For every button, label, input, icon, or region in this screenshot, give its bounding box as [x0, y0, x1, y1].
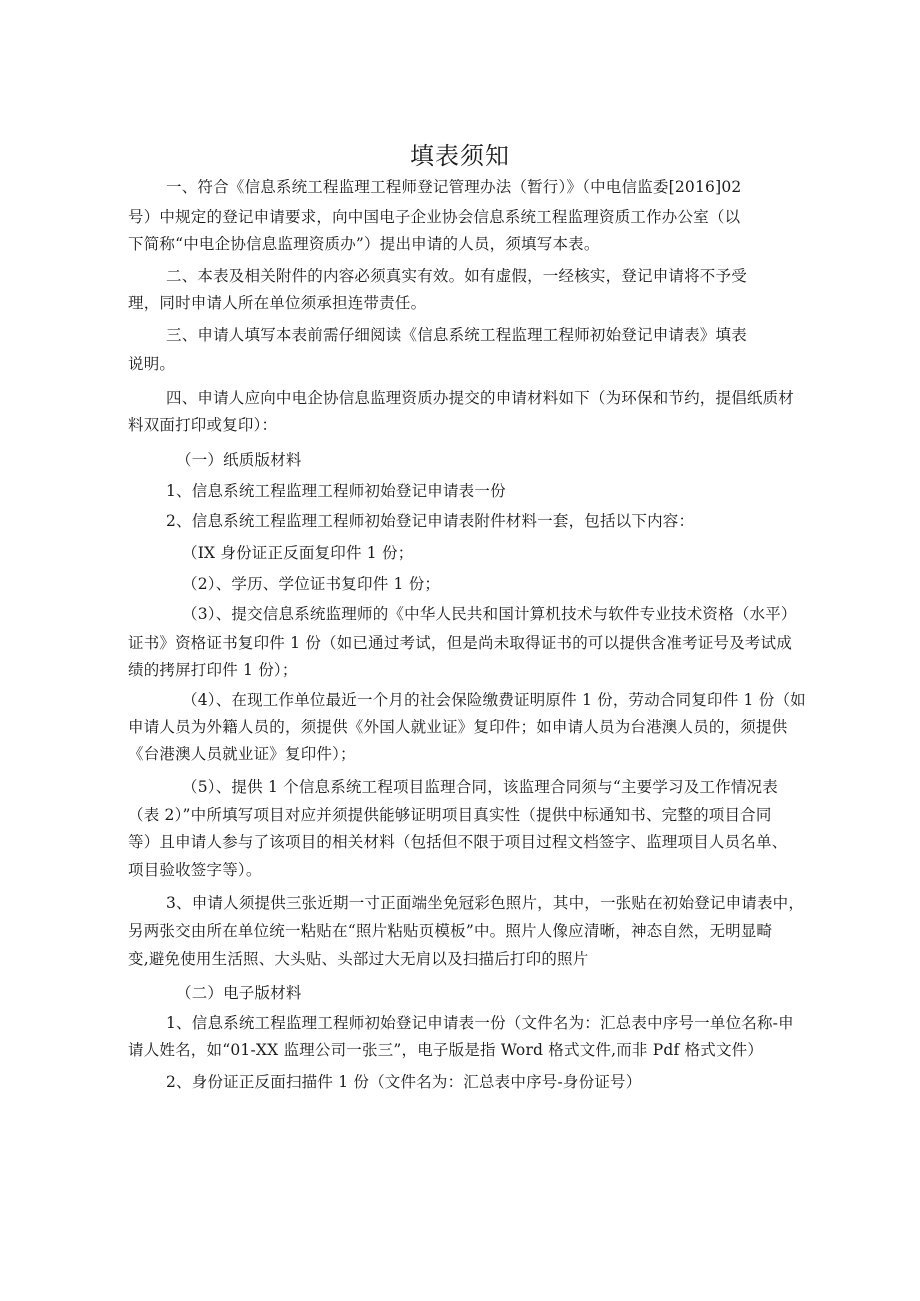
paper-item-3-line-2: 另两张交由所在单位统一粘贴在“照片粘贴页模板”中。照片人像应清晰，神态自然，无明显畸	[128, 922, 773, 940]
paper-item-3-line-1: 3、申请人须提供三张近期一寸正面端坐免冠彩色照片，其中，一张贴在初始登记申请表中，	[166, 894, 805, 912]
sub-item-4-line-2: 申请人员为外籍人员的，须提供《外国人就业证》复印件；如申请人员为台港澳人员的，须提供	[128, 718, 788, 736]
sub-item-3-line-3: 绩的拷屏打印件 1 份）；	[128, 661, 298, 679]
sub-item-1: （IX 身份证正反面复印件 1 份；	[182, 544, 414, 562]
para-1-line-3: 下简称“中电企协信息监理资质办”）提出申请的人员，须填写本表。	[128, 235, 600, 253]
paper-item-1: 1、信息系统工程监理工程师初始登记申请表一份	[166, 482, 506, 500]
sub-item-5-line-2: （表 2）”中所填写项目对应并须提供能够证明项目真实性（提供中标通知书、完整的项目合同	[128, 806, 772, 824]
section-electronic-heading: （二）电子版材料	[176, 984, 302, 1002]
electronic-item-2: 2、身份证正反面扫描件 1 份（文件名为：汇总表中序号-身份证号）	[166, 1073, 642, 1091]
para-2-line-1: 二、本表及相关附件的内容必须真实有效。如有虚假，一经核实，登记申请将不予受	[166, 267, 747, 285]
section-paper-heading: （一）纸质版材料	[176, 451, 302, 469]
electronic-item-1-line-2: 请人姓名，如“01-XX 监理公司一张三”，电子版是指 Word 格式文件,而非 Pdf 格式文件）	[128, 1041, 764, 1059]
electronic-item-1-line-1: 1、信息系统工程监理工程师初始登记申请表一份（文件名为：汇总表中序号一单位名称-申	[166, 1014, 794, 1032]
paper-item-2: 2、信息系统工程监理工程师初始登记申请表附件材料一套，包括以下内容：	[166, 512, 695, 530]
para-1-line-2: 号）中规定的登记申请要求，向中国电子企业协会信息系统工程监理资质工作办公室（以	[128, 208, 741, 226]
para-3-line-1: 三、申请人填写本表前需仔细阅读《信息系统工程监理工程师初始登记申请表》填表	[166, 326, 747, 344]
sub-item-4-line-1: （4）、在现工作单位最近一个月的社会保险缴费证明原件 1 份，劳动合同复印件 1 份（如	[182, 691, 806, 709]
sub-item-2: （2）、学历、学位证书复印件 1 份；	[182, 575, 441, 593]
para-2-line-2: 理，同时申请人所在单位须承担连带责任。	[128, 294, 427, 312]
sub-item-5-line-1: （5）、提供 1 个信息系统工程项目监理合同，该监理合同须与“主要学习及工作情况表	[182, 778, 778, 796]
sub-item-5-line-3: 等）且申请人参与了该项目的相关材料（包括但不限于项目过程文档签字、监理项目人员名单、	[128, 833, 788, 851]
page-title: 填表须知	[410, 142, 510, 170]
para-3-line-2: 说明。	[128, 355, 176, 373]
sub-item-3-line-1: （3）、提交信息系统监理师的《中华人民共和国计算机技术与软件专业技术资格（水平）	[182, 605, 797, 623]
sub-item-4-line-3: 《台港澳人员就业证》复印件）；	[128, 745, 356, 763]
para-1-line-1: 一、符合《信息系统工程监理工程师登记管理办法（暂行）》（中电信监委[2016]02	[166, 178, 742, 196]
sub-item-5-line-4: 项目验收签字等）。	[128, 861, 262, 879]
para-4-line-1: 四、申请人应向中电企协信息监理资质办提交的申请材料如下（为环保和节约，提倡纸质材	[166, 389, 795, 407]
sub-item-3-line-2: 证书》资格证书复印件 1 份（如已通过考试，但是尚未取得证书的可以提供含准考证号及考试成	[128, 634, 793, 652]
paper-item-3-line-3: 变,避免使用生活照、大头贴、头部过大无肩以及扫描后打印的照片	[128, 950, 589, 968]
para-4-line-2: 料双面打印或复印）：	[128, 416, 278, 434]
